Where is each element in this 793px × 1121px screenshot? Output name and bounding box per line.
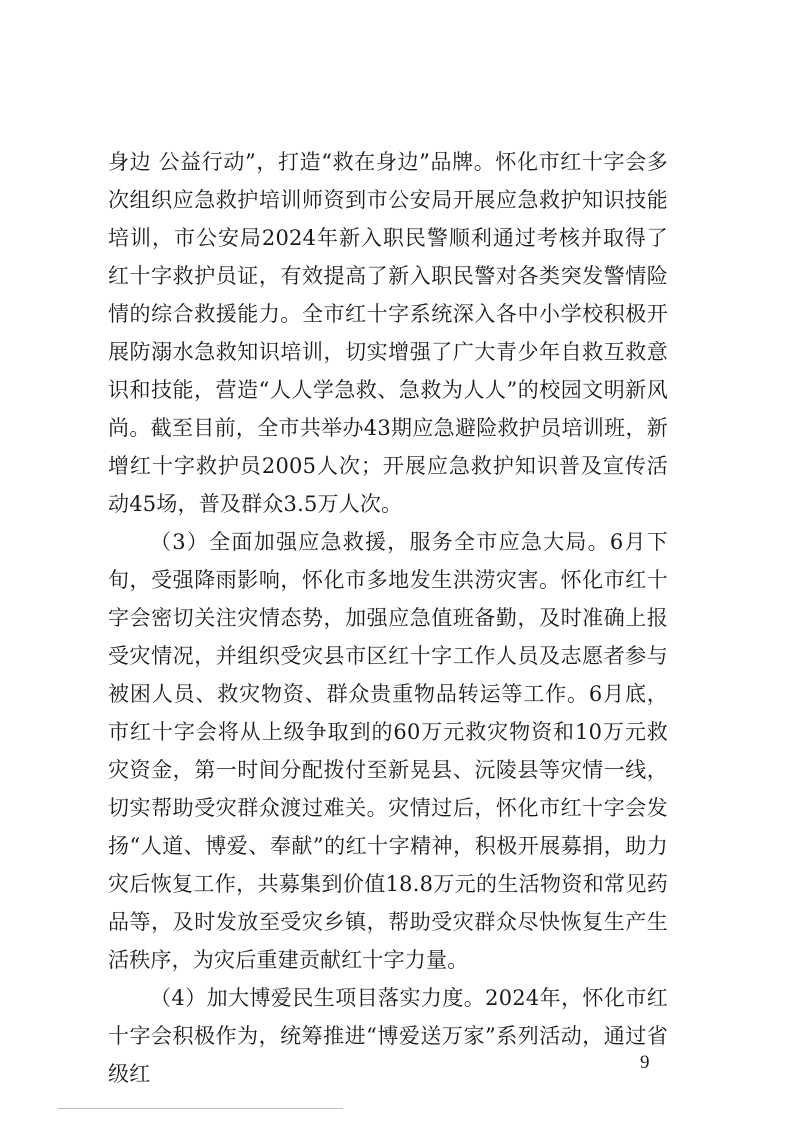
page-number: 9 — [640, 1052, 650, 1073]
paragraph-livelihood-projects: （4）加大博爱民生项目落实力度。2024年，怀化市红十字会积极作为，统筹推进“博爱送万家”系列活动，通过省级红 — [108, 986, 668, 1086]
paragraph-emergency-rescue: （3）全面加强应急救援，服务全市应急大局。6月下旬，受强降雨影响，怀化市多地发生洪涝灾害。怀化市红十字会密切关注灾情态势，加强应急值班备勤，及时准确上报受灾情况，并组织受灾县市区红十字工作人员及志愿者参与被困人员、救灾物资、群众贵重物品转运等工作。6月底，市红十字会将从上级争取到的60万元救灾物资和10万元救灾资金，第一时间分配拨付至新晃县、沅陵县等灾情一线，切实帮助受灾群众渡过难关。灾情过后，怀化市红十字会发扬“人道、博爱、奉献”的红十字精神，积极开展募捐，助力灾后恢复工作，共募集到价值18.8万元的生活物资和常见药品等，及时发放至受灾乡镇，帮助受灾群众尽快恢复生产生活秩序，为灾后重建贡献红十字力量。 — [108, 530, 668, 972]
paragraph-training-summary: 身边 公益行动”，打造“救在身边”品牌。怀化市红十字会多次组织应急救护培训师资到市公安局开展应急救护知识技能培训，市公安局2024年新入职民警顺利通过考核并取得了红十字救护员证，有效提高了新入职民警对各类突发警情险情的综合救援能力。全市红十字系统深入各中小学校积极开展防溺水急救知识培训，切实增强了广大青少年自救互救意识和技能，营造“人人学急救、急救为人人”的校园文明新风尚。截至目前，全市共举办43期应急避险救护员培训班，新增红十字救护员2005人次；开展应急救护知识普及宣传活动45场，普及群众3.5万人次。 — [108, 150, 668, 516]
document-body — [108, 143, 668, 1093]
bottom-divider — [58, 1108, 343, 1109]
